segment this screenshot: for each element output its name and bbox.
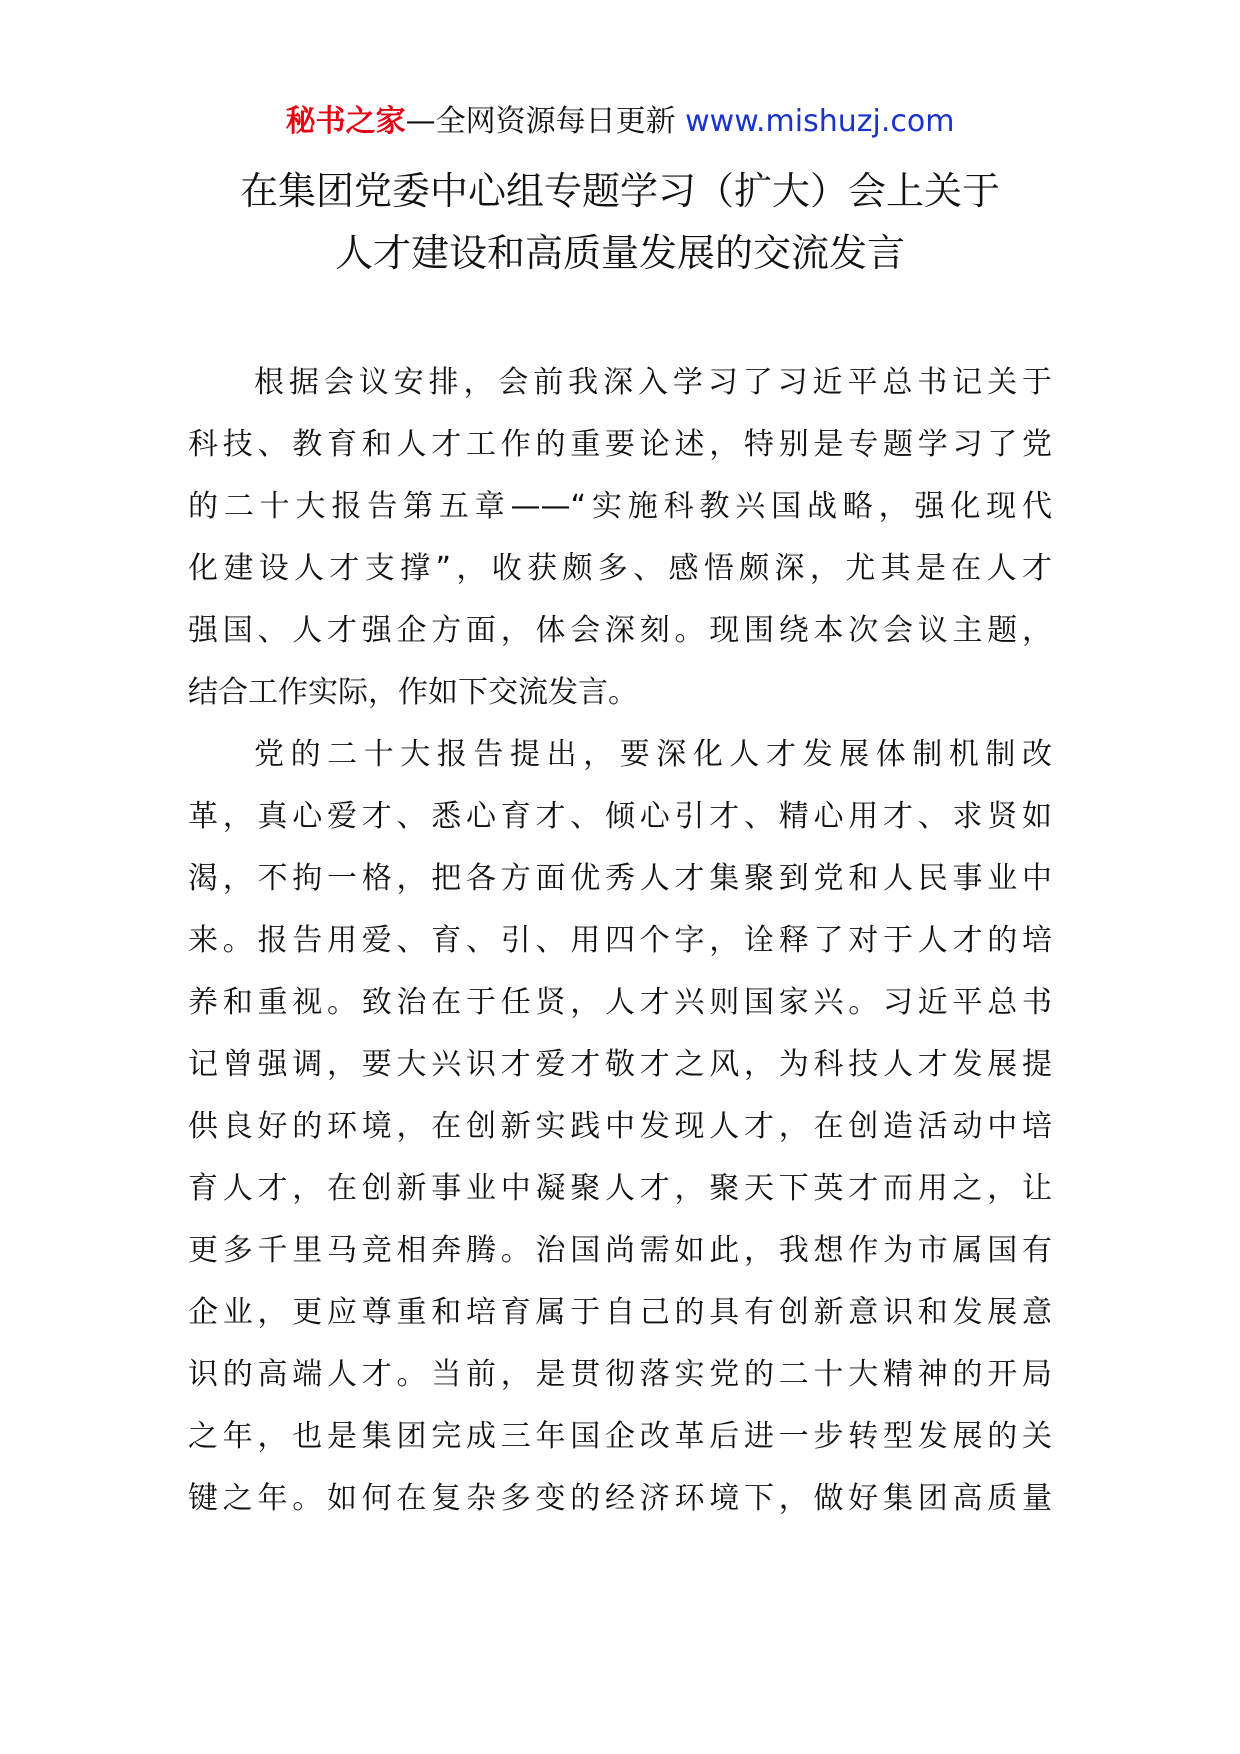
paragraph-line: 识的高端人才。当前，是贯彻落实党的二十大精神的开局	[188, 1357, 1052, 1392]
paragraph-line: 的二十大报告第五章——“实施科教兴国战略，强化现代	[188, 489, 1052, 524]
paragraph-line: 养和重视。致治在于任贤，人才兴则国家兴。习近平总书	[188, 985, 1052, 1020]
paragraph-line: 根据会议安排，会前我深入学习了习近平总书记关于	[254, 365, 1052, 400]
paragraph-line: 企业，更应尊重和培育属于自己的具有创新意识和发展意	[188, 1295, 1052, 1330]
paragraph-line: 记曾强调，要大兴识才爱才敬才之风，为科技人才发展提	[188, 1047, 1052, 1082]
paragraph-line: 科技、教育和人才工作的重要论述，特别是专题学习了党	[188, 427, 1052, 462]
title-line: 在集团党委中心组专题学习（扩大）会上关于	[239, 169, 1000, 213]
paragraph-line: 键之年。如何在复杂多变的经济环境下，做好集团高质量	[188, 1481, 1052, 1516]
paragraph-line: 渴，不拘一格，把各方面优秀人才集聚到党和人民事业中	[188, 861, 1052, 896]
brand-name: 秘书之家	[285, 104, 406, 139]
document-body	[188, 352, 1052, 1530]
paragraph-line: 育人才，在创新事业中凝聚人才，聚天下英才而用之，让	[188, 1171, 1052, 1206]
paragraph-line: 供良好的环境，在创新实践中发现人才，在创造活动中培	[188, 1109, 1052, 1144]
site-url-link[interactable]: www.mishuzj.com	[685, 104, 955, 139]
paragraph-line: 强国、人才强企方面，体会深刻。现围绕本次会议主题，	[188, 613, 1052, 648]
paragraph-line: 化建设人才支撑”，收获颇多、感悟颇深，尤其是在人才	[188, 551, 1052, 586]
paragraph-line: 来。报告用爱、育、引、用四个字，诠释了对于人才的培	[188, 923, 1052, 958]
paragraph-line: 党的二十大报告提出，要深化人才发展体制机制改	[254, 737, 1052, 772]
paragraph	[188, 352, 1052, 724]
paragraph-line: 革，真心爱才、悉心育才、倾心引才、精心用才、求贤如	[188, 799, 1052, 834]
site-tagline: —全网资源每日更新	[405, 104, 676, 139]
paragraph-line: 更多千里马竞相奔腾。治国尚需如此，我想作为市属国有	[188, 1233, 1052, 1268]
document-title	[0, 160, 1240, 284]
site-header	[0, 100, 1240, 144]
paragraph-line: 结合工作实际，作如下交流发言。	[188, 675, 638, 710]
paragraph	[188, 724, 1052, 1530]
title-line: 人才建设和高质量发展的交流发言	[334, 231, 905, 275]
paragraph-line: 之年，也是集团完成三年国企改革后进一步转型发展的关	[188, 1419, 1052, 1454]
